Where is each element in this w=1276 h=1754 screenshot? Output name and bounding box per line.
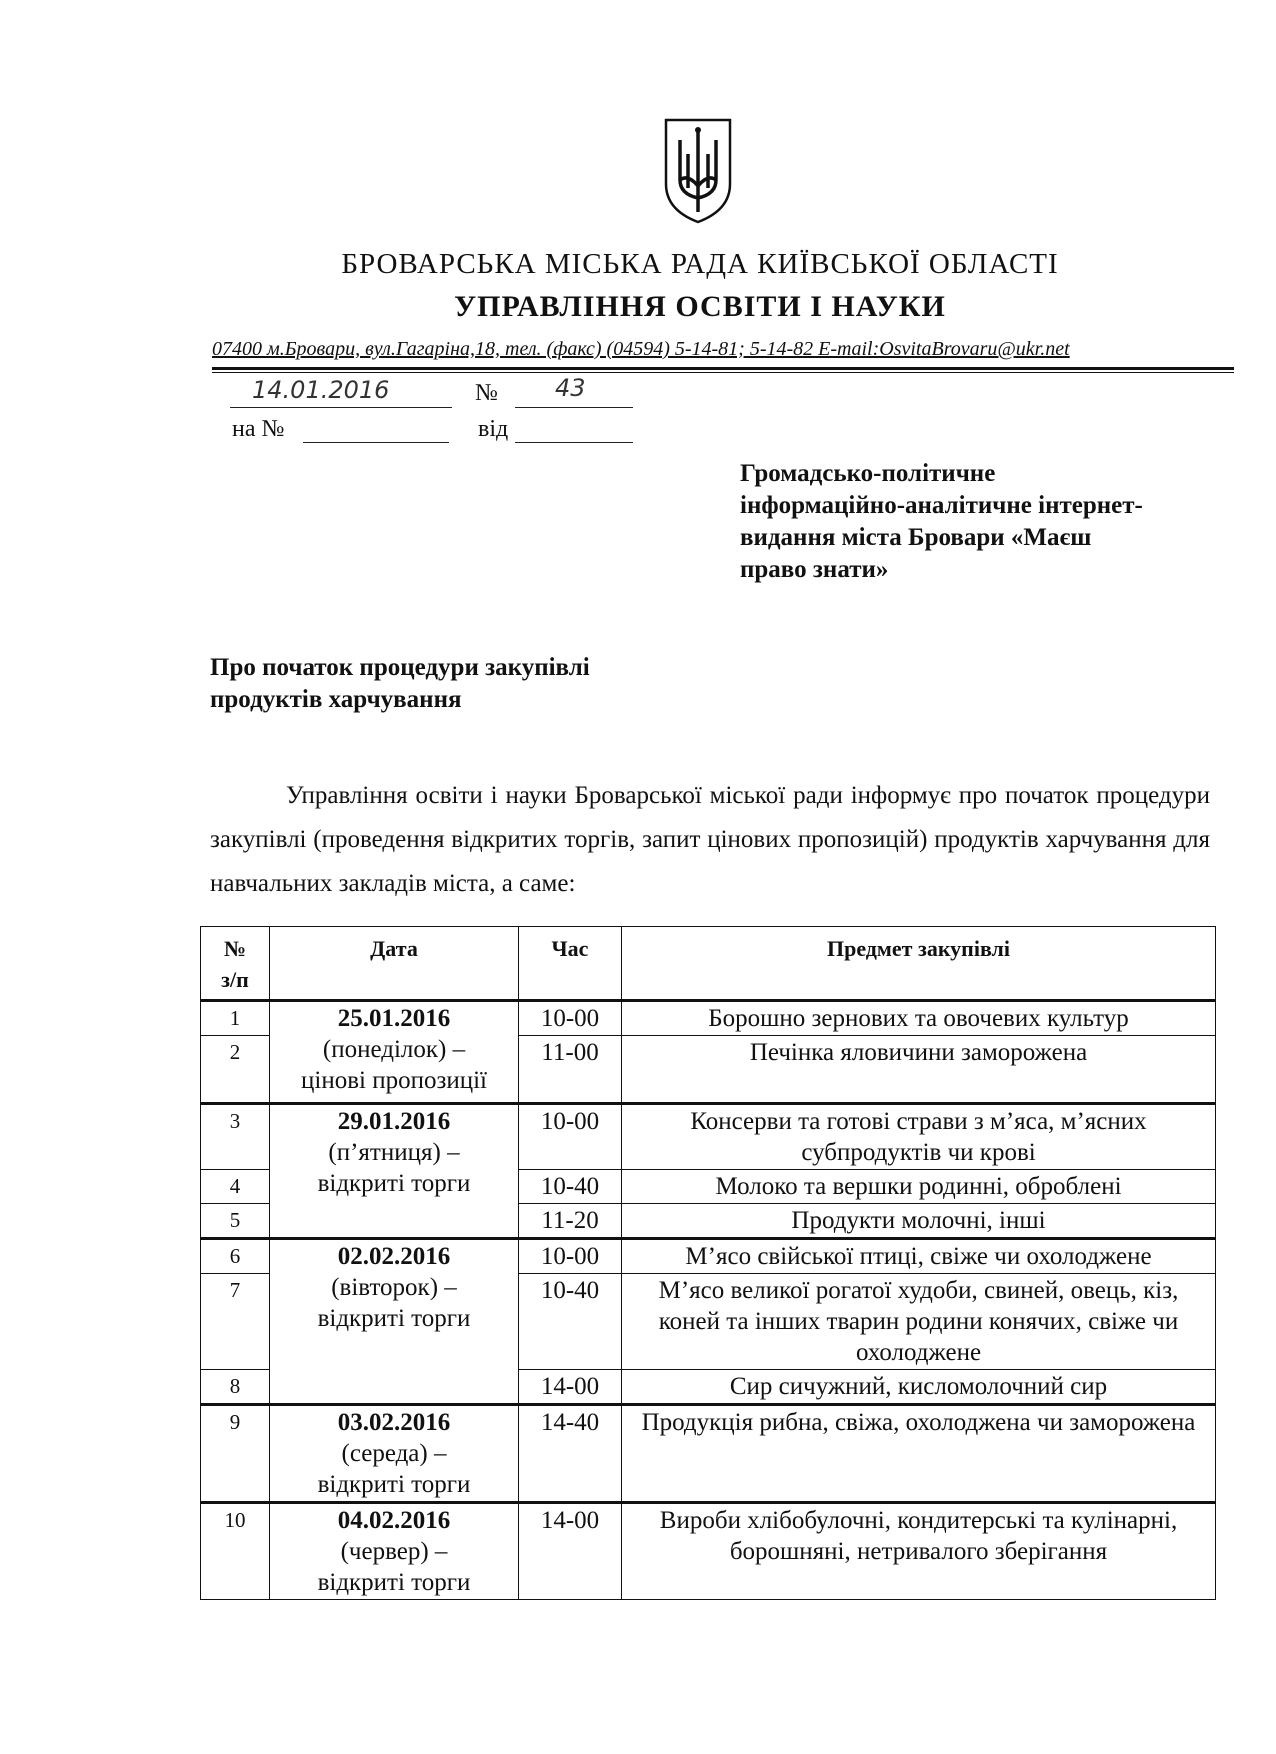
handwritten-date: 14.01.2016: [252, 376, 390, 404]
date-value: 04.02.2016: [337, 1507, 451, 1534]
row-number: 3: [201, 1104, 270, 1170]
date-line: [230, 407, 452, 408]
table-row: [201, 1239, 1216, 1274]
subject-cell: Консерви та готові страви з м’яса, м’ясних субпродуктів чи крові: [622, 1104, 1216, 1170]
subject: [210, 652, 730, 716]
recipient: [740, 458, 1240, 586]
subject-cell: Сир сичужний, кисломолочний сир: [622, 1370, 1216, 1405]
council-name: БРОВАРСЬКА МІСЬКА РАДА КИЇВСЬКОЇ ОБЛАСТІ: [341, 248, 1059, 280]
subject-cell: М’ясо великої рогатої худоби, свиней, овець, кіз, коней та інших тварин родини конячих, свіже чи охолоджене: [622, 1274, 1216, 1370]
header-date: Дата: [270, 927, 519, 1001]
recipient-line: право знати»: [740, 556, 889, 583]
date-value: 29.01.2016: [337, 1108, 451, 1135]
time-cell: 10-00: [519, 1001, 622, 1036]
recipient-line: інформаційно-аналітичне інтернет-: [740, 492, 1143, 519]
header-rule: [212, 367, 1234, 370]
date-value: 02.02.2016: [337, 1243, 451, 1270]
subject-line: Про початок процедури закупівлі: [210, 654, 590, 681]
date-cell: [270, 1104, 519, 1239]
date-cell: [270, 1405, 519, 1503]
subject-cell: Продукти молочні, інші: [622, 1204, 1216, 1239]
row-number: 7: [201, 1274, 270, 1370]
address-line: 07400 м.Бровари, вул.Гагаріна,18, тел. (факс) (04594) 5-14-81; 5-14-82 E-mail:OsvitaBrovaru@ukr.net: [212, 338, 1070, 360]
day-value: (середа) –: [341, 1440, 447, 1467]
kind-value: відкриті торги: [317, 1170, 471, 1197]
header-subject: Предмет закупівлі: [622, 927, 1216, 1001]
on-number-line: [303, 442, 449, 443]
header-number-line: №: [223, 936, 247, 961]
subject-cell: Продукція рибна, свіжа, охолоджена чи заморожена: [622, 1405, 1216, 1503]
department-name: УПРАВЛІННЯ ОСВІТИ І НАУКИ: [454, 290, 946, 323]
row-number: 8: [201, 1370, 270, 1405]
table-row: [201, 1503, 1216, 1600]
coat-of-arms-icon: [662, 114, 734, 226]
date-value: 03.02.2016: [337, 1409, 451, 1436]
day-value: (червер) –: [340, 1538, 448, 1565]
kind-value: відкриті торги: [317, 1569, 471, 1596]
header-number: [201, 927, 270, 1001]
kind-value: відкриті торги: [317, 1305, 471, 1332]
number-line: [515, 407, 633, 408]
table-row: [201, 1405, 1216, 1503]
from-label: від: [478, 416, 509, 442]
date-cell: [270, 1239, 519, 1405]
row-number: 1: [201, 1001, 270, 1036]
subject-cell: Вироби хлібобулочні, кондитерські та кулінарні, борошняні, нетривалого зберігання: [622, 1503, 1216, 1600]
time-cell: 14-40: [519, 1405, 622, 1503]
row-number: 2: [201, 1036, 270, 1104]
header-time: Час: [519, 927, 622, 1001]
day-value: (вівторок) –: [331, 1274, 457, 1301]
subject-cell: Борошно зернових та овочевих культур: [622, 1001, 1216, 1036]
time-cell: 10-40: [519, 1274, 622, 1370]
handwritten-number: 43: [555, 374, 586, 402]
from-line: [515, 442, 633, 443]
time-cell: 10-00: [519, 1239, 622, 1274]
row-number: 4: [201, 1170, 270, 1204]
table-row: [201, 1104, 1216, 1170]
row-number: 9: [201, 1405, 270, 1503]
time-cell: 11-00: [519, 1036, 622, 1104]
kind-value: відкриті торги: [317, 1471, 471, 1498]
subject-cell: М’ясо свійської птиці, свіже чи охолоджене: [622, 1239, 1216, 1274]
body-paragraph: Управління освіти і науки Броварської міської ради інформує про початок процедури закупівлі (проведення відкритих торгів, запит цінових пропозицій) продуктів харчування для навчальних закладів міста, а саме:: [210, 782, 1210, 897]
recipient-line: Громадсько-політичне: [740, 460, 996, 487]
time-cell: 14-00: [519, 1370, 622, 1405]
subject-cell: Молоко та вершки родинні, оброблені: [622, 1170, 1216, 1204]
row-number: 10: [201, 1503, 270, 1600]
row-number: 6: [201, 1239, 270, 1274]
number-label: №: [475, 380, 498, 406]
day-value: (понеділок) –: [322, 1036, 466, 1063]
time-cell: 10-00: [519, 1104, 622, 1170]
row-number: 5: [201, 1204, 270, 1239]
header-number-line: з/п: [221, 967, 249, 992]
procurement-table: [200, 926, 1216, 1600]
on-number-label: на №: [232, 416, 285, 442]
time-cell: 14-00: [519, 1503, 622, 1600]
header-rule-thin: [212, 372, 1234, 373]
recipient-line: видання міста Бровари «Маєш: [740, 524, 1092, 551]
date-value: 25.01.2016: [337, 1005, 451, 1032]
day-value: (п’ятниця) –: [328, 1139, 460, 1166]
date-cell: [270, 1503, 519, 1600]
time-cell: 11-20: [519, 1204, 622, 1239]
kind-value: цінові пропозиції: [301, 1067, 487, 1094]
table-row: [201, 1001, 1216, 1036]
table-header-row: [201, 927, 1216, 1001]
subject-cell: Печінка яловичини заморожена: [622, 1036, 1216, 1104]
subject-line: продуктів харчування: [210, 686, 462, 713]
time-cell: 10-40: [519, 1170, 622, 1204]
date-cell: [270, 1001, 519, 1104]
